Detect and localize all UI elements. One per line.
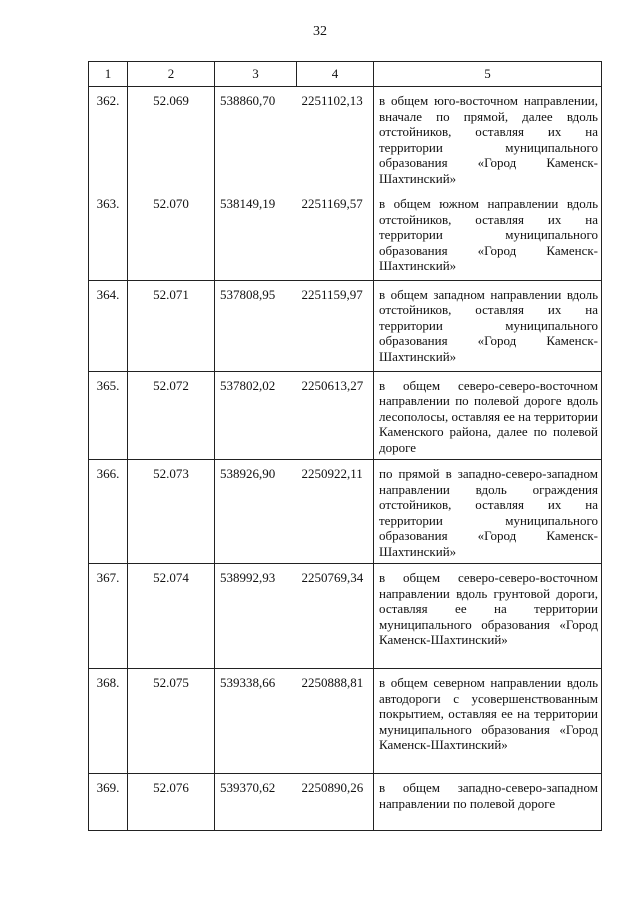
boundary-description: в общем юго-восточном направлении, вначале по прямой, далее вдоль отстойников, оставляя их на территории муниципального образования «Город Каменск-Шахтинский» bbox=[374, 87, 602, 191]
point-code: 52.076 bbox=[128, 774, 215, 831]
coord-x: 539370,62 bbox=[215, 774, 297, 831]
point-code: 52.069 bbox=[128, 87, 215, 191]
table-row bbox=[89, 460, 602, 564]
coord-x: 538860,70 bbox=[215, 87, 297, 191]
row-number: 365. bbox=[89, 371, 128, 460]
coord-x: 537808,95 bbox=[215, 280, 297, 371]
coord-y: 2251169,57 bbox=[301, 196, 363, 211]
table-row bbox=[89, 190, 602, 280]
header-row bbox=[89, 62, 602, 87]
boundary-description: в общем западно-северо-западном направлении по полевой дороге bbox=[374, 774, 602, 831]
header-cell-2: 2 bbox=[128, 62, 215, 87]
point-code: 52.073 bbox=[128, 460, 215, 564]
row-number: 364. bbox=[89, 280, 128, 371]
row-number: 362. bbox=[89, 87, 128, 191]
coord-y: 2251102,13 bbox=[297, 87, 374, 191]
coord-x: 537802,02 bbox=[215, 371, 297, 460]
coord-y: 2250613,27 bbox=[297, 371, 374, 460]
boundary-description: в общем западном направлении вдоль отстойников, оставляя их на территории муниципального образования «Город Каменск-Шахтинский» bbox=[374, 280, 602, 371]
row-number: 363. bbox=[89, 190, 128, 280]
point-code: 52.070 bbox=[128, 190, 215, 280]
coord-x: 538992,93 bbox=[215, 564, 297, 669]
boundary-description: в общем северном направлении вдоль автодороги с усовершенствованным покрытием, оставляя ее на территории муниципального образования «Город Каменск-Шахтинский» bbox=[374, 669, 602, 774]
row-number: 366. bbox=[89, 460, 128, 564]
header-cell-4: 4 bbox=[297, 62, 374, 87]
boundary-description: в общем северо-северо-восточном направлении по полевой дороге вдоль лесополосы, оставляя ее на территории Каменского района, далее по полевой дороге bbox=[374, 371, 602, 460]
boundary-points-table bbox=[88, 61, 602, 831]
point-code: 52.074 bbox=[128, 564, 215, 669]
coord-y: 2250769,34 bbox=[297, 564, 374, 669]
point-code: 52.071 bbox=[128, 280, 215, 371]
boundary-description: в общем северо-северо-восточном направлении вдоль грунтовой дороги, оставляя ее на территории муниципального образования «Город Каменск-Шахтинский» bbox=[374, 564, 602, 669]
row-number: 369. bbox=[89, 774, 128, 831]
header-cell-5: 5 bbox=[374, 62, 602, 87]
row-number: 367. bbox=[89, 564, 128, 669]
coord-y: 2250922,11 bbox=[297, 460, 374, 564]
coord-y: 2251159,97 bbox=[297, 280, 374, 371]
point-code: 52.072 bbox=[128, 371, 215, 460]
boundary-description: по прямой в западно-северо-западном направлении вдоль ограждения отстойников, оставляя их на территории муниципального образования «Город Каменск-Шахтинский» bbox=[374, 460, 602, 564]
point-code: 52.075 bbox=[128, 669, 215, 774]
table-row bbox=[89, 280, 602, 371]
coord-x: 538926,90 bbox=[215, 460, 297, 564]
page-number: 32 bbox=[313, 24, 327, 39]
coord-y: 2250890,26 bbox=[297, 774, 374, 831]
table-row bbox=[89, 564, 602, 669]
table-row bbox=[89, 774, 602, 831]
coord-x: 539338,66 bbox=[215, 669, 297, 774]
coord-x: 538149,19 bbox=[215, 190, 297, 280]
boundary-description: в общем южном направлении вдоль отстойников, оставляя их на территории муниципального образования «Город Каменск-Шахтинский» bbox=[374, 190, 602, 280]
coord-y: 2250888,81 bbox=[297, 669, 374, 774]
row-number: 368. bbox=[89, 669, 128, 774]
table-row bbox=[89, 669, 602, 774]
header-cell-1: 1 bbox=[89, 62, 128, 87]
table-row bbox=[89, 87, 602, 191]
table-row bbox=[89, 371, 602, 460]
header-cell-3: 3 bbox=[215, 62, 297, 87]
